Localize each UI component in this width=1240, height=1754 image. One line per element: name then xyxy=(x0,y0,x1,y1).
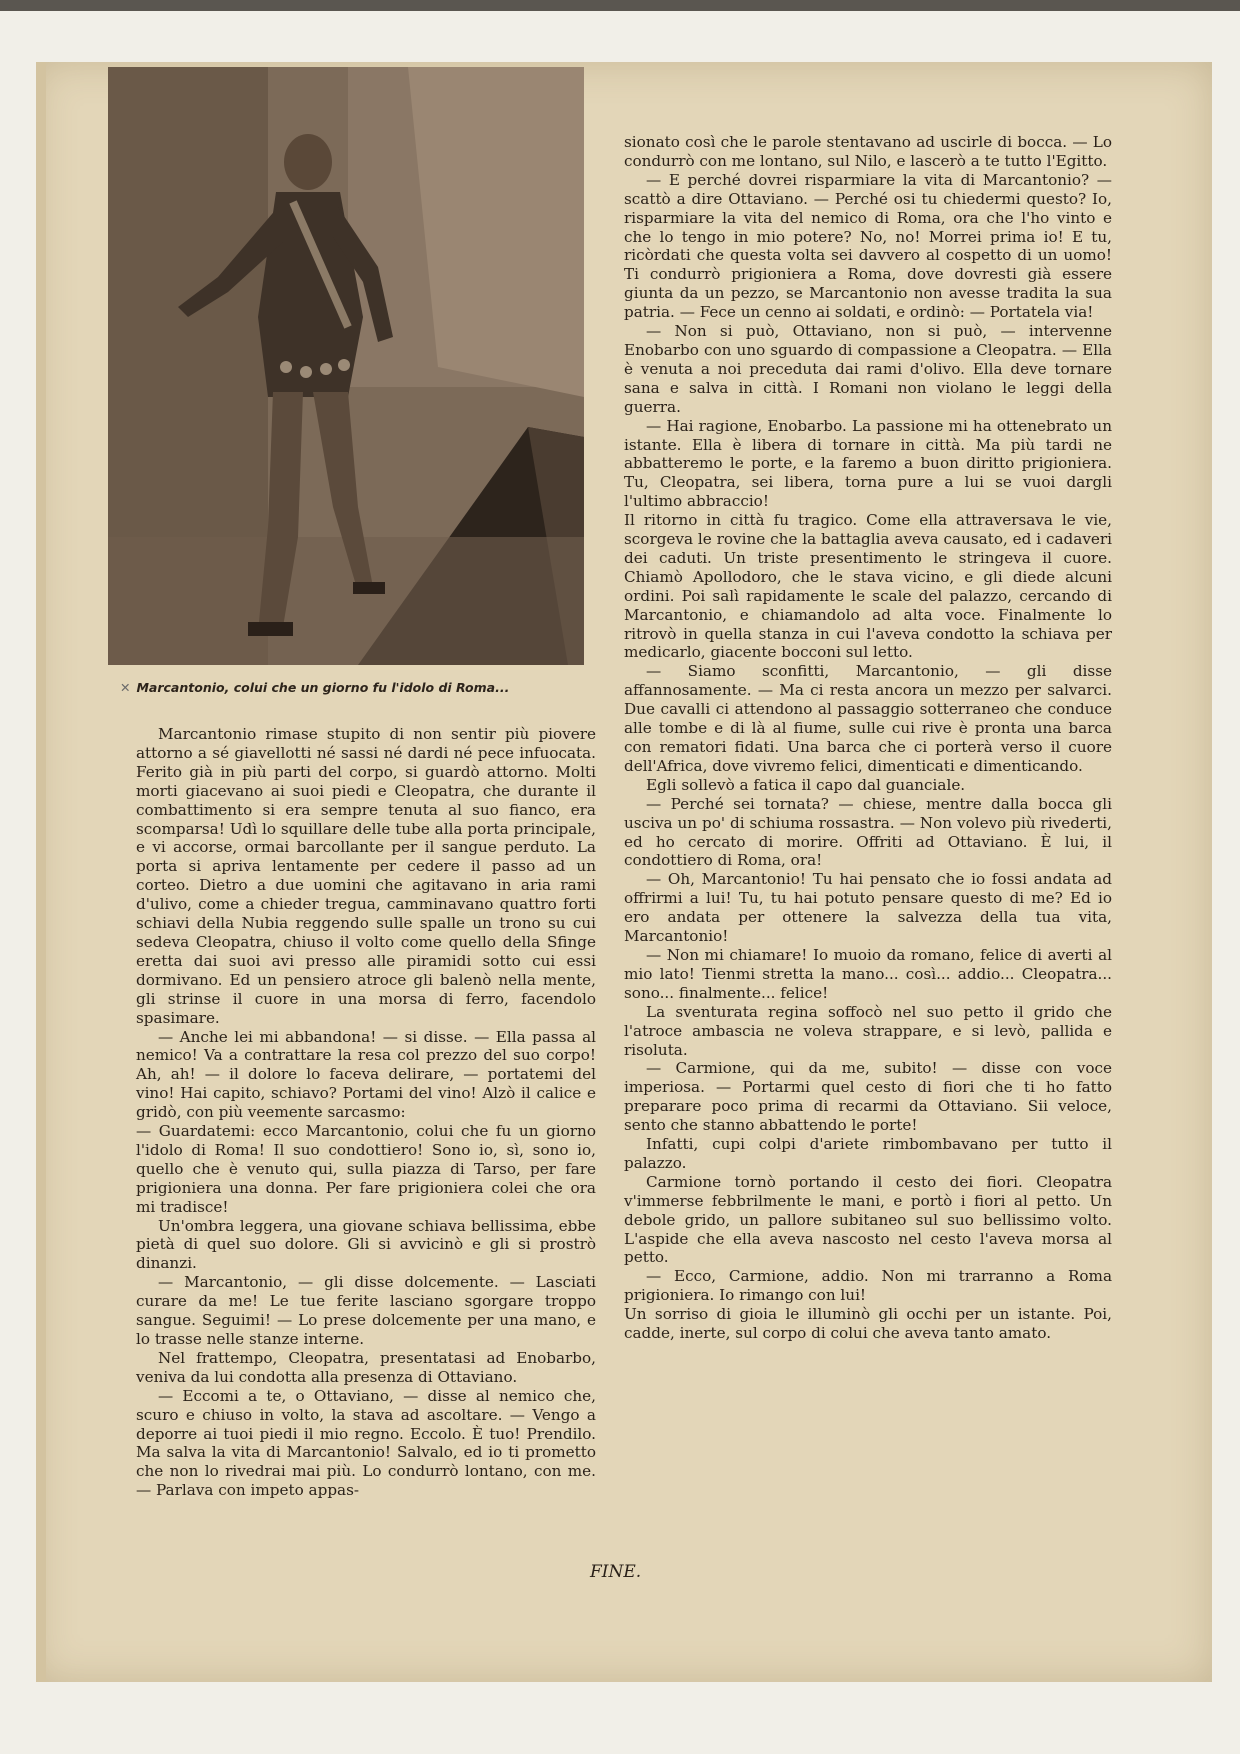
paragraph: — Hai ragione, Enobarbo. La passione mi ha ottenebrato un istante. Ella è libera di tornare in città. Ma più tardi ne abbatteremo le porte, e la faremo a buon diritto prigioniera. Tu, Cleopatra, sei libera, torna pure a lui se vuoi dargli l'ultimo abbraccio! xyxy=(624,416,1112,511)
paragraph: — Perché sei tornata? — chiese, mentre dalla bocca gli usciva un po' di schiuma rossastra. — Non volevo più rivederti, ed ho cercato di morire. Offriti ad Ottaviano. È lui, il condottiero di Roma, ora! xyxy=(624,794,1112,870)
paragraph: Marcantonio rimase stupito di non sentir più piovere attorno a sé giavellotti né sassi né dardi né pece infuocata. Ferito già in più parti del corpo, si guardò attorno. Molti morti giacevano ai suoi piedi e Cleopatra, che durante il combattimento si era sempre tenuta al suo fianco, era scomparsa! Udì lo squillare delle tube alla porta principale, e vi accorse, ormai barcollante per il sangue perduto. La porta si apriva lentamente per cedere il passo ad un corteo. Dietro a due uomini che agitavano in aria rami d'ulivo, come a chieder tregua, camminavano quattro forti schiavi della Nubia reggendo sulle spalle un trono su cui sedeva Cleopatra, chiuso il volto come quello della Sfinge eretta dai suoi avi presso alle piramidi sotto cui essi dormivano. Ed un pensiero atroce gli balenò nella mente, gli strinse il cuore in una morsa di ferro, facendolo spasimare. xyxy=(136,725,596,1027)
scanner-top-edge xyxy=(0,0,1240,11)
paragraph: — Anche lei mi abbandona! — si disse. — Ella passa al nemico! Va a contrattare la resa col prezzo del suo corpo! Ah, ah! — il dolore lo faceva delirare, — portatemi del vino! Hai capito, schiavo? Portami del vino! Alzò il calice e gridò, con più veemente sarcasmo: xyxy=(136,1027,596,1122)
paragraph: — Carmione, qui da me, subito! — disse con voce imperiosa. — Portarmi quel cesto di fiori che ti ho fatto preparare poco prima di recarmi da Ottaviano. Sii veloce, sento che stanno abbattendo le porte! xyxy=(624,1059,1112,1135)
photo-caption-text: Marcantonio, colui che un giorno fu l'idolo di Roma... xyxy=(136,680,510,695)
right-text-column xyxy=(624,133,1112,1343)
paragraph: Egli sollevò a fatica il capo dal guanciale. xyxy=(646,775,966,794)
paragraph: — Ecco, Carmione, addio. Non mi trarranno a Roma prigioniera. Io rimango con lui! xyxy=(624,1267,1112,1305)
paragraph: — Siamo sconfitti, Marcantonio, — gli disse affannosamente. — Ma ci resta ancora un mezzo per salvarci. Due cavalli ci attendono al passaggio sotterraneo che conduce alle tombe e di là al fiume, sulle cui rive è pronta una barca con rematori fidati. Una barca che ci porterà verso il cuore dell'Africa, dove vivremo felici, dimenticati e dimenticando. xyxy=(624,662,1112,775)
film-still-photo xyxy=(108,67,584,665)
paragraph: — Marcantonio, — gli disse dolcemente. — Lasciati curare da me! Le tue ferite lasciano sgorgare troppo sangue. Seguimi! — Lo prese dolcemente per una mano, e lo trasse nelle stanze interne. xyxy=(136,1273,596,1348)
paragraph: — Oh, Marcantonio! Tu hai pensato che io fossi andata ad offrirmi a lui! Tu, tu hai potuto pensare questo di me? Ed io ero andata per ottenere la salvezza della tua vita, Marcantonio! xyxy=(624,870,1112,946)
photo-caption xyxy=(120,680,590,695)
paragraph: Nel frattempo, Cleopatra, presentatasi ad Enobarbo, veniva da lui condotta alla presenza di Ottaviano. xyxy=(136,1348,596,1386)
paragraph: Carmione tornò portando il cesto dei fiori. Cleopatra v'immerse febbrilmente le mani, e portò i fiori al petto. Un debole grido, un pallore subitaneo sul suo bellissimo volto. L'aspide che ella aveva nascosto nel cesto l'aveva morsa al petto. xyxy=(624,1172,1112,1267)
photo-illustration xyxy=(108,67,584,665)
paragraph: — Non si può, Ottaviano, non si può, — intervenne Enobarbo con uno sguardo di compassione a Cleopatra. — Ella è venuta a noi preceduta dai rami d'olivo. Ella deve tornare sana e salva in città. I Romani non violano le leggi della guerra. xyxy=(624,322,1112,416)
left-text-column xyxy=(136,725,596,1500)
paragraph: Un'ombra leggera, una giovane schiava bellissima, ebbe pietà di quel suo dolore. Gli si avvicinò e gli si prostrò dinanzi. xyxy=(136,1216,596,1273)
paragraph: sionato così che le parole stentavano ad uscirle di bocca. — Lo condurrò con me lontano, sul Nilo, e lascerò a te tutto l'Egitto. xyxy=(624,133,1112,170)
paragraph: — Eccomi a te, o Ottaviano, — disse al nemico che, scuro e chiuso in volto, la stava ad ascoltare. — Vengo a deporre ai tuoi piedi il mio regno. Eccolo. È tuo! Prendilo. Ma salva la vita di Marcantonio! Salvalo, ed io ti prometto che non lo rivedrai mai più. Lo condurrò lontano, con me. — Parlava con impeto appas- xyxy=(136,1386,596,1500)
paragraph: La sventurata regina soffocò nel suo petto il grido che l'atroce ambascia ne voleva strappare, e si levò, pallida e risoluta. xyxy=(624,1002,1112,1059)
paragraph: — Guardatemi: ecco Marcantonio, colui che fu un giorno l'idolo di Roma! Il suo condottiero! Sono io, sì, sono io, quello che è venuto qui, sulla piazza di Tarso, per fare prigioniera una donna. Per fare prigioniera colei che ora mi tradisce! xyxy=(136,1122,596,1216)
paragraph: Il ritorno in città fu tragico. Come ella attraversava le vie, scorgeva le rovine che la battaglia aveva causato, ed i cadaveri dei caduti. Un triste presentimento le stringeva il cuore. Chiamò Apollodoro, che le stava vicino, e gli diede alcuni ordini. Poi salì rapidamente le scale del palazzo, cercando di Marcantonio, e chiamandolo ad alta voce. Finalmente lo ritrovò in quella stanza in cui l'aveva condotto la schiava per medicarlo, giacente bocconi sul letto. xyxy=(624,511,1112,662)
paragraph: — Non mi chiamare! Io muoio da romano, felice di averti al mio lato! Tienmi stretta la mano... così... addio... Cleopatra... sono... finalmente... felice! xyxy=(624,945,1112,1002)
paragraph: — E perché dovrei risparmiare la vita di Marcantonio? — scattò a dire Ottaviano. — Perché osi tu chiedermi questo? Io, risparmiare la vita del nemico di Roma, ora che l'ho vinto e che lo tengo in mio potere? No, no! Morrei prima io! E tu, ricòrdati che questa volta sei davvero al cospetto di un uomo! Ti condurrò prigioniera a Roma, dove dovresti già essere giunta da un pezzo, se Marcantonio non avesse tradita la sua patria. — Fece un cenno ai soldati, e ordinò: — Portatela via! xyxy=(624,170,1112,322)
paragraph: Infatti, cupi colpi d'ariete rimbombavano per tutto il palazzo. xyxy=(624,1135,1112,1172)
pencil-mark-icon: ✕ xyxy=(120,680,131,695)
paragraph: Un sorriso di gioia le illuminò gli occhi per un istante. Poi, cadde, inerte, sul corpo di colui che aveva tanto amato. xyxy=(624,1305,1112,1343)
page-binding-edge xyxy=(36,62,46,1682)
end-marker: FINE. xyxy=(590,1562,642,1582)
